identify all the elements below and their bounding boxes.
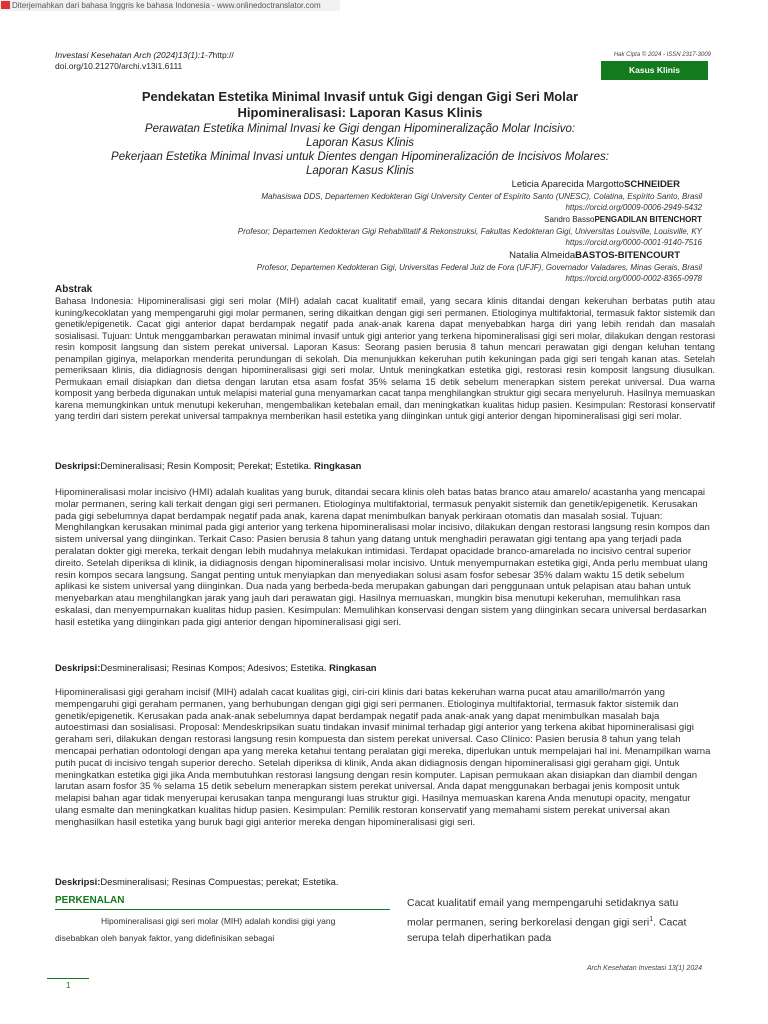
author-3-affiliation: Profesor, Departemen Kedokteran Gigi, Universitas Federal Juiz de Fora (UFJF), Governador Valadares, Minas Gerais, Brasil https://orcid.org/0000-0002-8365-0978	[256, 263, 702, 283]
orcid-link[interactable]: https://orcid.org/0000-0002-8365-0978	[565, 273, 702, 283]
article-title: Pendekatan Estetika Minimal Invasif untuk Gigi dengan Gigi Seri Molar Hipomineralisasi: Laporan Kasus Klinis	[141, 89, 579, 120]
keywords-2: Deskripsi:Desmineralisasi; Resinas Kompos; Adesivos; Estetika. Ringkasan	[55, 662, 377, 673]
author-1: Leticia Aparecida MargottoSCHNEIDER	[511, 179, 680, 190]
page-number: 1	[66, 981, 71, 990]
doi-link[interactable]: doi.org/10.21270/archi.v13i1.6111	[55, 61, 183, 71]
article-type-badge: Kasus Klinis	[601, 61, 708, 80]
subtitle-portuguese: Perawatan Estetika Minimal Invasi ke Gigi dengan Hipomineralização Molar Incisivo: Laporan Kasus Klinis	[144, 123, 576, 149]
page-number-rule	[47, 978, 89, 979]
author-1-affiliation: Mahasiswa DDS, Departemen Kedokteran Gigi University Center of Espírito Santo (UNESC), Colatina, Espírito Santo, Brasil https://orcid.org/0009-0006-2949-5432	[261, 192, 702, 212]
resumen-text: Hipomineralisasi gigi geraham incisif (MIH) adalah cacat kualitas gigi, ciri-ciri klinis dari batas kekeruhan warna pucat atau amarillo/marrón yang mempengaruhi gigi geraham permanen, yang berhubungan dengan gigi gigi seri permanen. Etiologinya multifaktorial, termasuk faktor sistemik dan genetik/epigenetik. Kerusakan pada anak-anak sebelumnya dapat berdampak negatif pada anak-anak yang dapat menimbulkan masalah baja autoestimasi dan sosialisasi. Proposal: Mendeskripsikan suatu tindakan invasif minimal terhadap gigi anterior yang terkena akibat hipomineralisasi gigi geraham seri, dilakukan dengan restorasi langsung resin kompuesta dan sistem perekat universal. Caso Clínico: Pasien berusia 8 tahun yang telah mencapai perhatian odontologi dengan apa yang mereka ketahui tentang peralatan gigi mereka, diperlukan untuk mempelajari hal ini. Menampilkan warna putih pucat di incisivo tengah superior derecho. Setelah diperiksa di klinik, Anda akan didiagnosis dengan hipomineralisasi gigi geraham gigi. Untuk meningkatkan estetika gigi jika Anda membutuhkan restorasi langsung dengan resin komputer. Lapisan permukaan akan disiapkan dan diambil dengan larutan asam fosfor 35 % selama 15 detik sebelum menerapkan sistem perekat universal. Anda dapat menggunakan berbagai jenis komposit untuk melapisi bahan agar tidak menyerupai kerusakan tanpa mengurangi luas struktur gigi. Hasilnya memuaskan karena Anda menutupi opacity, mengatur ulang esmalte dan meningkatkan kualitas hidup pasien. Kesimpulan: Pemilik restoran konservatif yang memahami sistem perekat universal akan menghasilkan hasil estetika yang buruk bagi gigi anterior mereka dengan hipomineralisasi gigi seri.	[55, 687, 711, 828]
heading-rule	[55, 909, 390, 910]
journal-citation: Investasi Kesehatan Arch (2024)13(1):1-7http:// doi.org/10.21270/archi.v13i1.6111	[55, 50, 234, 71]
pdf-icon	[1, 1, 10, 9]
keywords-1: Deskripsi:Demineralisasi; Resin Komposit; Perekat; Estetika. Ringkasan	[55, 460, 362, 471]
doi-link-prefix[interactable]: http://	[212, 50, 234, 60]
author-2-affiliation: Profesor; Departemen Kedokteran Gigi Rehabilitatif & Rekonstruksi, Fakultas Kedokteran Gigi, Universitas Louisville, Louisville, KY https://orcid.org/0000-0001-9140-7516	[237, 227, 702, 247]
keywords-3: Deskripsi:Desmineralisasi; Resinas Compuestas; perekat; Estetika.	[55, 876, 339, 887]
subtitle-spanish: Pekerjaan Estetika Minimal Invasi untuk Dientes dengan Hipomineralización de Incisivos Molares: Laporan Kasus Klinis	[111, 151, 609, 177]
orcid-link[interactable]: https://orcid.org/0000-0001-9140-7516	[565, 237, 702, 247]
intro-right-column: Cacat kualitatif email yang mempengaruhi setidaknya satu molar permanen, sering berkorelasi dengan gigi seri$^1$. Cacat serupa telah diperhatikan pada	[407, 897, 687, 944]
author-2: Sandro BassoPENGADILAN BITENCHORT	[544, 215, 702, 224]
introduction-heading: PERKENALAN	[55, 895, 125, 906]
copyright: Hak Cipta © 2024 - ISSN 2317-3009	[613, 52, 711, 58]
footer-journal: Arch Kesehatan Investasi 13(1) 2024	[586, 965, 702, 972]
author-3: Natalia AlmeidaBASTOS-BITENCOURT	[509, 250, 680, 261]
intro-left-column: Hipomineralisasi gigi seri molar (MIH) adalah kondisi gigi yang disebabkan oleh banyak faktor, yang didefinisikan sebagai	[55, 916, 336, 943]
resumo-text: Hipomineralisasi molar incisivo (HMI) adalah kualitas yang buruk, ditandai secara klinis oleh batas batas branco atau amarelo/ acastanha yang mencapai molar permanen, sering kali terkait dengan gigi seri permanen. Etiologinya multifaktorial, termasuk penyakit sistemik dan genetik/epigenetik. Kerusakan pada gigi sebelumnya dapat berdampak negatif pada anak, karena dapat menimbulkan banyak perkiraan otomatis dan masalah sosial. Tujuan: Menghilangkan kerusakan minimal pada gigi anterior yang terkena hipomineralisasi molar incisivo, dilakukan dengan restorasi langsung resin kompos dan sistem universal yang diinginkan. Terkait Caso: Pasien berusia 8 tahun yang datang untuk menghadiri perawatan gigi tentang apa yang terjadi pada peralatan dokter gigi mereka, terkait dengan lebih mudahnya melakukan intimidasi. Terdapat opacidade branco-amarelada no incisivo central superior direito. Setelah diperiksa di klinik, ia didiagnosis dengan hipomineralisasi molar incisivo. Untuk menyempurnakan estetika gigi, Anda perlu membuat ulang resin kompos secara langsung. Sangat penting untuk menyiapkan dan menyediakan solusi asam fosfor sebesar 35% dalam waktu 15 detik sebelum aplikasi ke sistem universal yang diinginkan. Dua nada yang berbeda-beda merupakan gabungan dari penggunaan untuk pelapisan atau bahan untuk menyebarkan atau menghilangkan jarak yang jauh dari perawatan gigi. Hasilnya memuaskan, mungkin bisa menutupi kekeruhan, memulihkan rasa eskalasi, dan menyempurnakan kualitas hidup pasien. Kesimpulan: Memulihkan konservasi dengan sistem yang diinginkan secara universal berdasarkan hasil estetika yang diinginkan pada gigi anterior dengan hipomineralisasi gigi seri.	[55, 487, 710, 628]
orcid-link[interactable]: https://orcid.org/0009-0006-2949-5432	[565, 202, 702, 212]
abstract-heading: Abstrak	[55, 284, 93, 295]
translator-bar[interactable]: Diterjemahkan dari bahasa Inggris ke bahasa Indonesia - www.onlinedoctranslator.com	[0, 0, 340, 11]
abstract-text: Bahasa Indonesia: Hipomineralisasi gigi seri molar (MIH) adalah cacat kualitatif email, yang secara klinis ditandai dengan kekeruhan berbatas putih atau kuning/kecoklatan yang mempengaruhi gigi molar permanen, sering dikaitkan dengan gigi seri permanen. Etiologinya multifaktorial, termasuk faktor sistemik dan genetik/epigenetik. Cacat gigi anterior dapat berdampak negatif pada anak-anak karena dapat menyebabkan harga diri yang lebih rendah dan masalah sosialisasi. Tujuan: Untuk menggambarkan perawatan minimal invasif untuk gigi anterior yang terkena hipomineralisasi gigi seri molar, dilakukan dengan restorasi resin komposit langsung dan sistem perekat universal. Laporan Kasus: Seorang pasien berusia 8 tahun mencari perawatan gigi dengan keluhan tentang penampilan giginya, melaporkan menderita perundungan di sekolah. Dia menunjukkan kekeruhan putih kekuningan pada gigi seri tengah kanan atas. Setelah pemeriksaan klinis, dia didiagnosis dengan hipomineralisasi gigi seri molar. Untuk meningkatkan estetika gigi, restorasi resin komposit langsung diusulkan. Permukaan email disiapkan dan dietsa dengan larutan etsa asam fosfat 35% selama 15 detik sebelum menerapkan sistem perekat universal. Dua warna komposit yang berbeda digunakan untuk melapisi material guna menyamarkan cacat tanpa menghilangkan struktur gigi secara menyeluruh. Hasilnya memuaskan karena memungkinkan untuk menutupi kekeruhan, mengembalikan ketebalan email, dan meningkatkan kualitas hidup pasien. Kesimpulan: Restorasi konservatif yang terdiri dari sistem perekat universal tampaknya memberikan hasil estetika yang diinginkan untuk gigi anterior dengan hipomineralisasi gigi seri molar.	[55, 296, 715, 421]
